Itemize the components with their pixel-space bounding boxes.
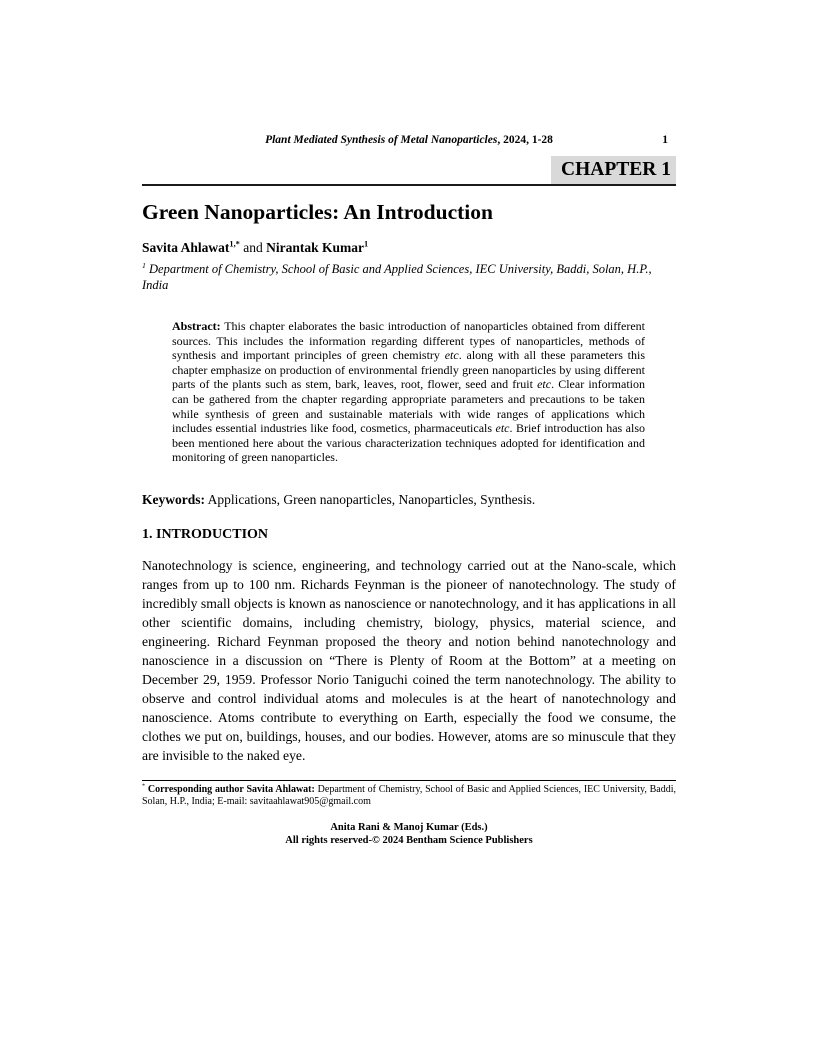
abstract-etc-1: etc	[444, 348, 459, 363]
abstract-etc-2: etc	[537, 377, 552, 392]
keywords-label: Keywords:	[142, 491, 205, 507]
authors-connector: and	[239, 240, 267, 255]
introduction-paragraph: Nanotechnology is science, engineering, and technology carried out at the Nano-scale, which ranges from up to 100 nm. Richards Feynman is the pioneer of nanotechnology. The study of incredibly small objects is known as nanoscience or nanotechnology, and it has applications in all other scientific domains, including chemistry, biology, physics, material science, and engineering. Richard Feynman proposed the theory and notion behind nanotechnology and nanoscience in a discussion on “There is Plenty of Room at the Bottom” at a meeting on December 29, 1959. Professor Norio Taniguchi coined the term nanotechnology. The ability to observe and control individual atoms and molecules is at the heart of nanotechnology and nanoscience. Atoms contribute to everything on Earth, especially the food we consume, the clothes we put on, buildings, houses, and our bodies. However, atoms are so minuscule that they are invisible to the naked eye.	[142, 557, 676, 763]
abstract-etc-3: etc	[495, 421, 510, 436]
abstract-segment-1: This chapter elaborates the basic introduction of nanoparticles obtained from different sources. This includes the information regarding different types of nanoparticles, methods of synthesis and important principles of green chemistry	[172, 319, 645, 363]
affiliation	[142, 261, 676, 293]
section-heading-introduction: 1. INTRODUCTION	[142, 526, 269, 542]
author-2-superscript: 1	[363, 239, 369, 249]
running-title: Plant Mediated Synthesis of Metal Nanoparticles	[265, 134, 498, 146]
running-suffix: , 2024, 1-28	[497, 134, 553, 146]
editors-line: Anita Rani & Manoj Kumar (Eds.)	[330, 821, 488, 833]
author-1-name: Savita Ahlawat	[142, 240, 230, 255]
keywords-text: Applications, Green nanoparticles, Nanoparticles, Synthesis.	[205, 491, 536, 507]
publisher-block	[142, 821, 676, 847]
footnote-label: Corresponding author Savita Ahlawat:	[145, 783, 315, 795]
footnote-text: Department of Chemistry, School of Basic and Applied Sciences, IEC University, Baddi, Solan, H.P., India; E-mail: savitaahlawat905@gmail.com	[142, 783, 677, 808]
affiliation-marker: 1	[142, 260, 146, 270]
authors-line	[142, 239, 676, 256]
abstract-label: Abstract:	[172, 319, 221, 333]
abstract	[172, 319, 645, 465]
footnote-marker: *	[142, 782, 146, 790]
abstract-segment-2: . along with all these parameters this chapter emphasize on production of environmental friendly green nanoparticles by using different parts of the plants such as stem, bark, leaves, root, flower, seed and fruit	[172, 348, 645, 392]
author-2-name: Nirantak Kumar	[266, 240, 364, 255]
rights-line: All rights reserved-© 2024 Bentham Science Publishers	[285, 834, 533, 846]
chapter-rule	[142, 156, 676, 186]
running-header	[142, 133, 676, 148]
article-title: Green Nanoparticles: An Introduction	[142, 200, 493, 224]
page-number: 1	[662, 134, 668, 146]
abstract-segment-4: . Brief introduction has also been mentioned here about the various characterization techniques adopted for identification and monitoring of green nanoparticles.	[172, 421, 645, 465]
abstract-segment-3: . Clear information can be gathered from the chapter regarding appropriate parameters and precautions to be taken while synthesis of green and sustainable materials with wide ranges of applications which includes essential industries like food, cosmetics, pharmaceuticals	[172, 377, 646, 436]
chapter-banner: CHAPTER 1	[551, 156, 676, 184]
author-1-superscript: 1,*	[229, 239, 240, 249]
keywords-line	[142, 491, 676, 508]
corresponding-author-footnote	[142, 780, 676, 809]
affiliation-text: Department of Chemistry, School of Basic and Applied Sciences, IEC University, Baddi, Solan, H.P., India	[142, 262, 652, 292]
